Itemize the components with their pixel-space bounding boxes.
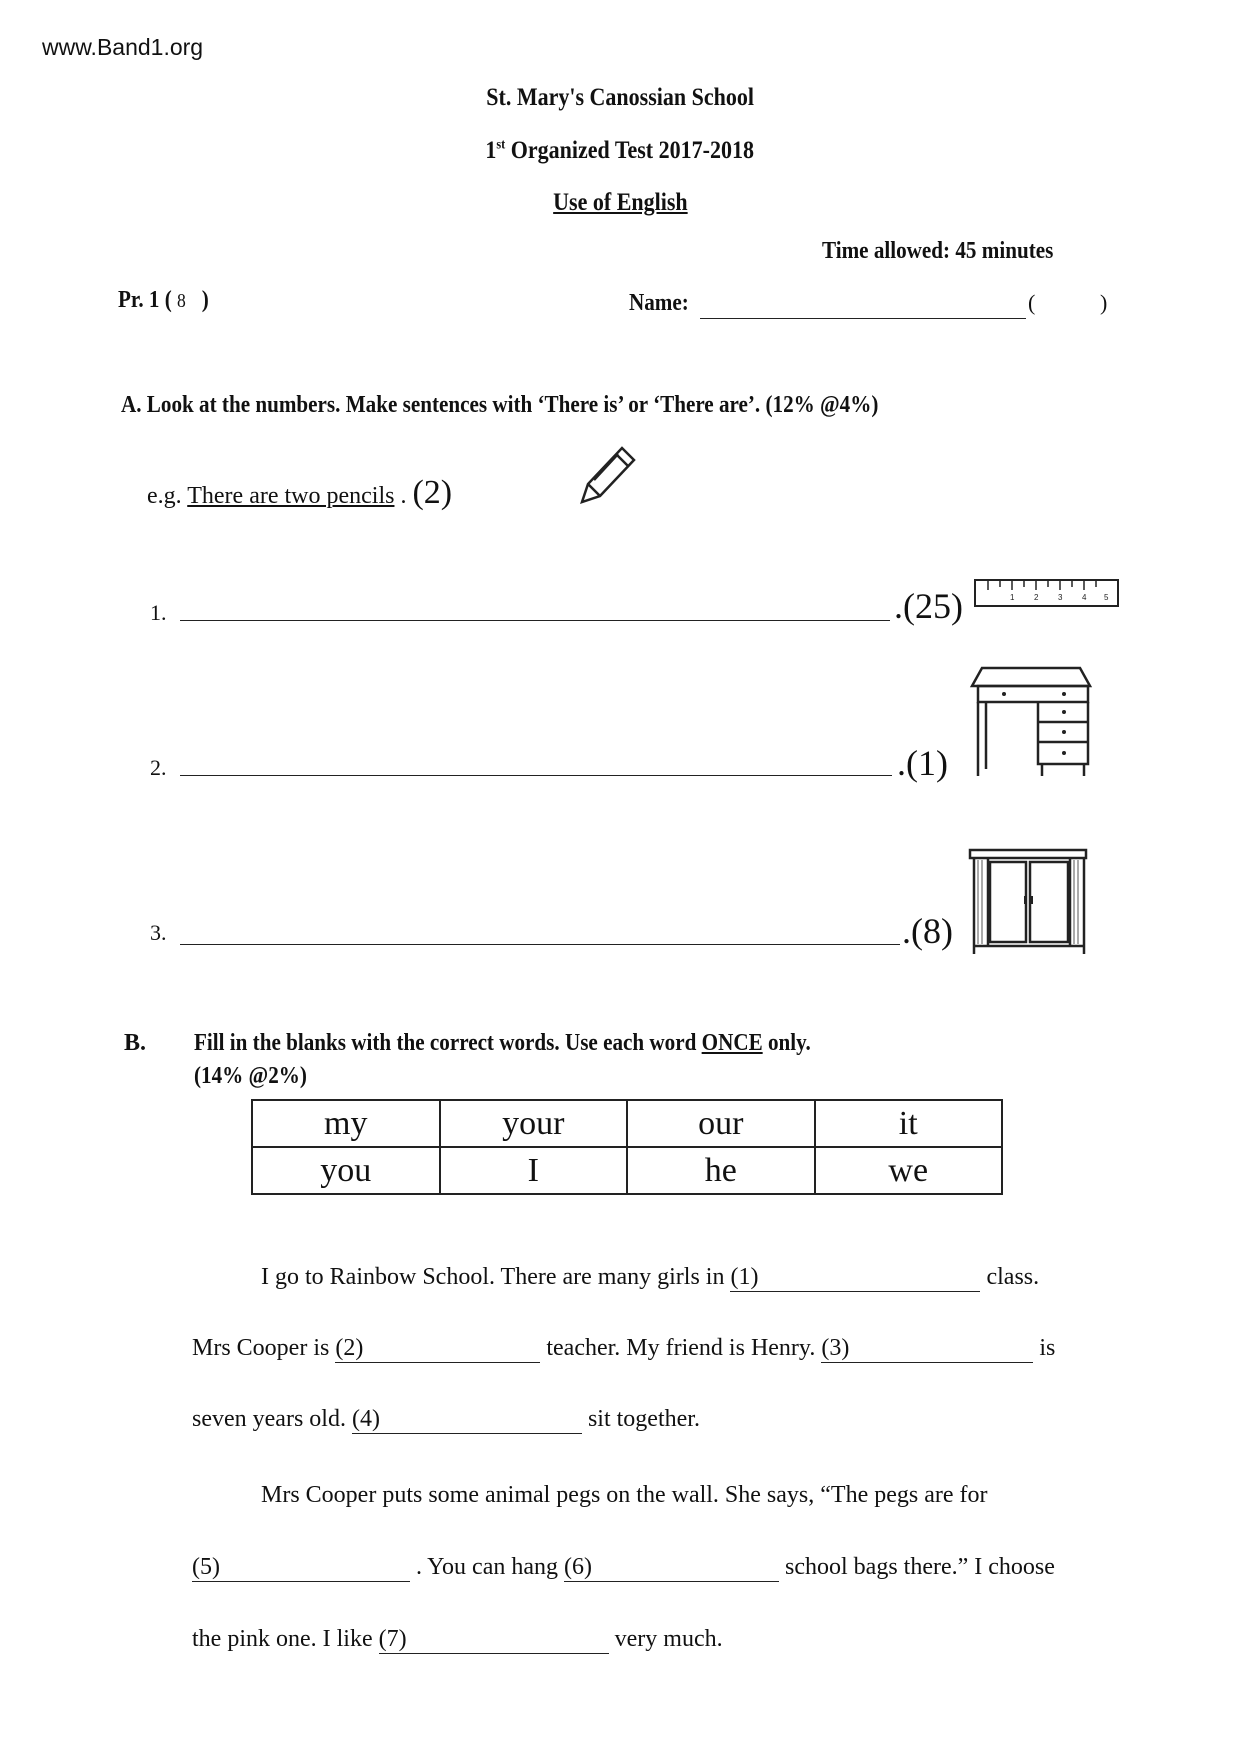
cupboard-icon <box>966 846 1090 960</box>
question-1-number: .(25) <box>894 586 963 626</box>
word-bank-cell: our <box>627 1100 815 1147</box>
section-a-heading: A. Look at the numbers. Make sentences with ‘There is’ or ‘There are’. (12% @4%) <box>121 392 879 418</box>
subject-title: Use of English <box>552 189 688 216</box>
desk-icon <box>968 664 1094 780</box>
passage-line-5: (5) . You can hang (6) school bags there.” I choose <box>192 1554 1055 1580</box>
class-field: Pr. 1 ( 8 ) <box>118 287 209 313</box>
blank-2[interactable]: (2) <box>335 1335 540 1363</box>
word-bank-cell: you <box>252 1147 440 1194</box>
ruler-mark: 4 <box>1082 593 1087 602</box>
word-bank-cell: it <box>815 1100 1003 1147</box>
example-sentence: e.g. There are two pencils . (2) <box>147 474 453 511</box>
word-bank-cell: I <box>440 1147 628 1194</box>
section-b-marks: (14% @2%) <box>194 1063 307 1089</box>
blank-1[interactable]: (1) <box>730 1264 980 1292</box>
section-b-letter: B. <box>124 1030 147 1056</box>
question-2-number: .(1) <box>897 743 948 783</box>
question-1-label: 1. <box>150 600 167 625</box>
ruler-mark: 5 <box>1104 593 1109 602</box>
passage-line-6: the pink one. I like (7) very much. <box>192 1626 723 1652</box>
class-number-close: ) <box>1100 290 1108 315</box>
passage-line-4: Mrs Cooper puts some animal pegs on the wall. She says, “The pegs are for <box>261 1482 988 1508</box>
school-name: St. Mary's Canossian School <box>486 84 754 111</box>
passage-line-3: seven years old. (4) sit together. <box>192 1406 700 1432</box>
word-bank-cell: your <box>440 1100 628 1147</box>
time-allowed: Time allowed: 45 minutes <box>822 238 1054 264</box>
test-title: 1st Organized Test 2017-2018 <box>485 137 755 164</box>
question-3-number: .(8) <box>902 911 953 951</box>
name-input-line[interactable] <box>700 318 1026 319</box>
ruler-mark: 1 <box>1010 593 1015 602</box>
question-1-answer-line[interactable] <box>180 620 890 621</box>
watermark: www.Band1.org <box>42 34 204 60</box>
question-2-label: 2. <box>150 755 167 780</box>
question-2-answer-line[interactable] <box>180 775 892 776</box>
blank-5[interactable]: (5) <box>192 1554 410 1582</box>
question-3-label: 3. <box>150 920 167 945</box>
ruler-mark: 3 <box>1058 593 1063 602</box>
ruler-mark: 2 <box>1034 593 1039 602</box>
passage-line-1: I go to Rainbow School. There are many girls in (1) class. <box>261 1264 1040 1290</box>
blank-6[interactable]: (6) <box>564 1554 779 1582</box>
blank-7[interactable]: (7) <box>379 1626 609 1654</box>
pencil-icon <box>572 440 642 510</box>
ruler-icon <box>974 576 1120 610</box>
name-label: Name: <box>629 290 689 316</box>
word-bank-table <box>251 1099 1003 1195</box>
class-value: 8 <box>177 290 186 312</box>
word-bank-cell: my <box>252 1100 440 1147</box>
section-b-instruction: Fill in the blanks with the correct words. Use each word ONCE only. <box>194 1030 811 1056</box>
passage-line-2: Mrs Cooper is (2) teacher. My friend is Henry. (3) is <box>192 1335 1056 1361</box>
blank-4[interactable]: (4) <box>352 1406 582 1434</box>
word-bank-cell: he <box>627 1147 815 1194</box>
blank-3[interactable]: (3) <box>821 1335 1033 1363</box>
word-bank-cell: we <box>815 1147 1003 1194</box>
question-3-answer-line[interactable] <box>180 944 900 945</box>
class-number-open: ( <box>1028 290 1036 315</box>
